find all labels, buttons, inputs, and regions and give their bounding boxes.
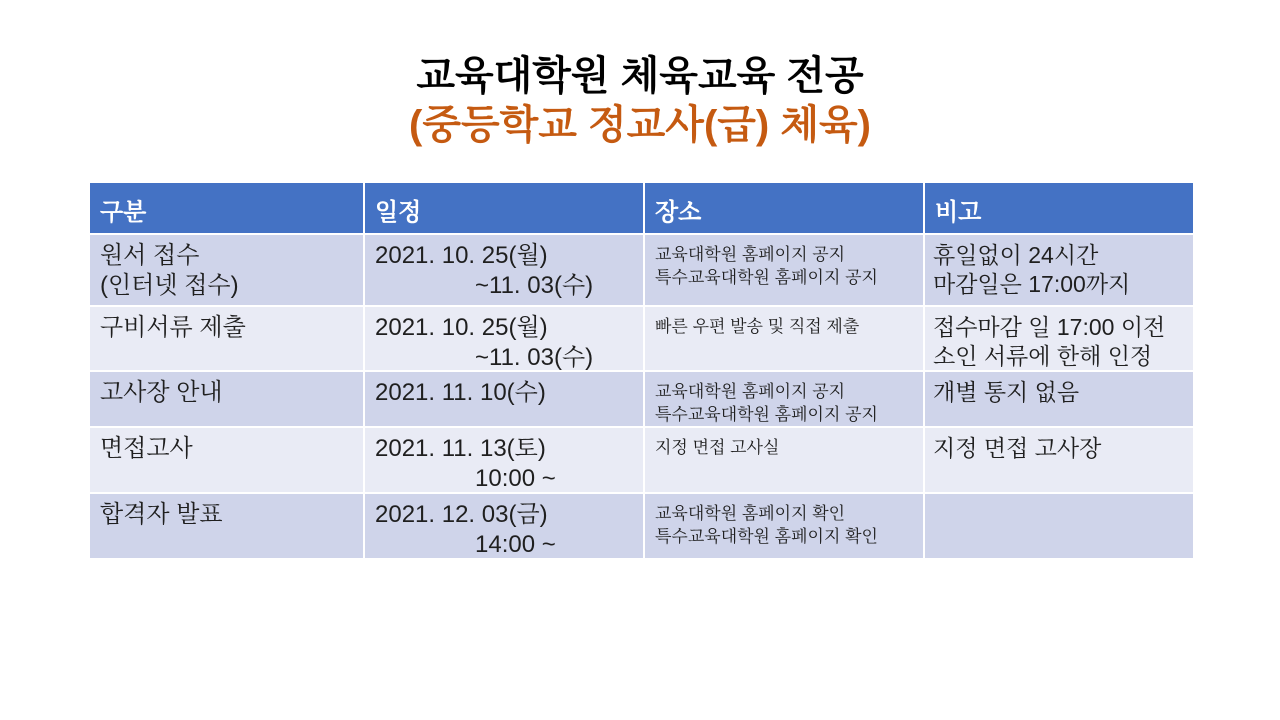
cell-line: 접수마감 일 17:00 이전 xyxy=(933,314,1166,340)
table-row xyxy=(90,426,1193,492)
cell-line: 교육대학원 홈페이지 공지 xyxy=(655,245,846,264)
cell-line: 개별 통지 없음 xyxy=(933,379,1080,405)
cell-line: 합격자 발표 xyxy=(100,501,223,528)
table-cell-schedule xyxy=(365,494,645,558)
table-cell-schedule xyxy=(365,372,645,426)
header-category: 구분 xyxy=(90,183,365,233)
table-cell-location xyxy=(645,235,925,305)
table-row xyxy=(90,492,1193,558)
admission-schedule-table xyxy=(90,183,1193,558)
cell-line: ~11. 03(수) xyxy=(475,272,594,299)
cell-line: (인터넷 접수) xyxy=(100,272,239,299)
cell-line: 교육대학원 홈페이지 확인 xyxy=(655,504,846,523)
table-cell-location xyxy=(645,428,925,492)
cell-line: 특수교육대학원 홈페이지 공지 xyxy=(655,267,878,287)
table-cell-note xyxy=(925,307,1193,370)
header-note: 비고 xyxy=(935,199,982,226)
table-body xyxy=(90,233,1193,558)
cell-line: ~11. 03(수) xyxy=(475,344,594,370)
table-cell-note xyxy=(925,494,1193,558)
cell-line: 마감일은 17:00까지 xyxy=(933,270,1131,297)
cell-line: 2021. 11. 13(토) xyxy=(375,435,546,462)
cell-line: 교육대학원 홈페이지 공지 xyxy=(655,382,846,401)
cell-line: 면접고사 xyxy=(100,435,193,462)
cell-line: 2021. 10. 25(월) xyxy=(375,242,548,269)
table-header-row xyxy=(90,183,1193,233)
table-row xyxy=(90,305,1193,370)
cell-line: 10:00 ~ xyxy=(475,465,556,492)
table-row xyxy=(90,233,1193,305)
table-cell-category xyxy=(90,428,365,492)
slide-title xyxy=(0,52,1280,150)
table-cell-category xyxy=(90,372,365,426)
table-cell-schedule xyxy=(365,428,645,492)
cell-line: 소인 서류에 한해 인정 xyxy=(933,342,1153,369)
title-line-2: (중등학교 정교사(급) 체육) xyxy=(409,102,871,147)
table-cell-location xyxy=(645,307,925,370)
table-cell-note xyxy=(925,428,1193,492)
table-cell-category xyxy=(90,307,365,370)
cell-line: 구비서류 제출 xyxy=(100,314,246,341)
cell-line: 고사장 안내 xyxy=(100,379,223,406)
table-cell-schedule xyxy=(365,235,645,305)
cell-line: 원서 접수 xyxy=(100,242,200,269)
header-schedule: 일정 xyxy=(365,183,645,233)
cell-line: 빠른 우편 발송 및 직접 제출 xyxy=(655,317,860,336)
cell-line: 휴일없이 24시간 xyxy=(933,242,1099,268)
cell-line: 특수교육대학원 홈페이지 공지 xyxy=(655,404,878,424)
cell-line: 지정 면접 고사장 xyxy=(933,435,1102,461)
cell-line: 14:00 ~ xyxy=(475,531,556,558)
table-cell-note xyxy=(925,372,1193,426)
cell-line: 2021. 11. 10(수) xyxy=(375,379,546,406)
table-cell-location xyxy=(645,372,925,426)
table-cell-category xyxy=(90,494,365,558)
table-cell-note xyxy=(925,235,1193,305)
header-location: 장소 xyxy=(645,183,925,233)
title-line-1: 교육대학원 체육교육 전공 xyxy=(416,54,864,98)
cell-line: 2021. 12. 03(금) xyxy=(375,501,548,528)
table-row xyxy=(90,370,1193,426)
cell-line: 특수교육대학원 홈페이지 확인 xyxy=(655,526,878,546)
table-cell-location xyxy=(645,494,925,558)
cell-line: 지정 면접 고사실 xyxy=(655,438,780,457)
table-cell-category xyxy=(90,235,365,305)
table-cell-schedule xyxy=(365,307,645,370)
cell-line: 2021. 10. 25(월) xyxy=(375,314,548,341)
